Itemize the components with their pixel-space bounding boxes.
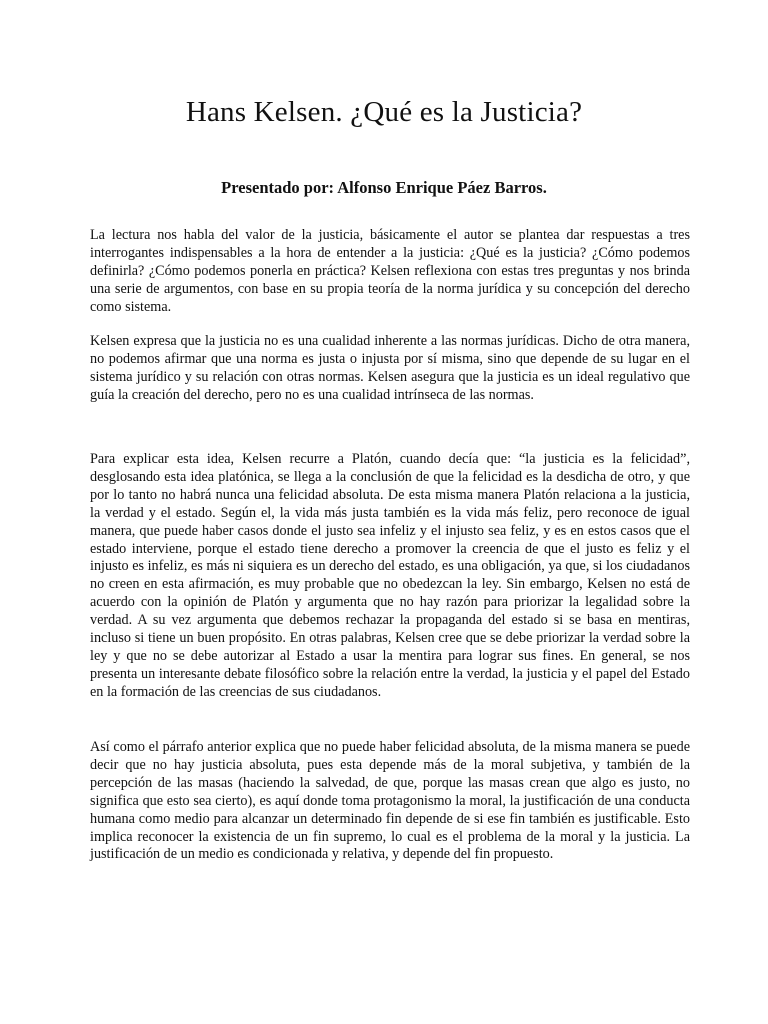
paragraph-4: Así como el párrafo anterior explica que no puede haber felicidad absoluta, de la misma manera se puede decir que no hay justicia absoluta, pues esta depende más de la moral subjetiva, y también de la percepción de las masas (haciendo la salvedad, de que, porque las masas crean que algo es justo, no significa que esto sea cierto), es aquí donde toma protagonismo la moral, la justificación de una conducta humana como medio para alcanzar un determinado fin depende de si ese fin también es justificable. Esto implica reconocer la existencia de un fin supremo, lo cual es el problema de la moral y la justicia. La justificación de un medio es condicionada y relativa, y depende del fin propuesto. <box>90 739 690 863</box>
paragraph-3: Para explicar esta idea, Kelsen recurre a Platón, cuando decía que: “la justicia es la felicidad”, desglosando esta idea platónica, se llega a la conclusión de que la felicidad es la desdicha de otro, y que por lo tanto no habrá nunca una felicidad absoluta. De esta misma manera Platón relaciona a la justicia, la verdad y el estado. Según el, la vida más justa también es la vida más feliz, pero reconoce de igual manera, que puede haber casos donde el justo sea infeliz y el injusto sea feliz, y es en estos casos que el estado interviene, porque el estado tiene derecho a promover la creencia de que el justo es feliz y el injusto es infeliz, es más ni siquiera es un derecho del estado, es una obligación, ya que, si los ciudadanos no creen en esta afirmación, es muy probable que no obedezcan la ley. Sin embargo, Kelsen no está de acuerdo con la opinión de Platón y argumenta que no hay razón para priorizar la legalidad sobre la verdad. A su vez argumenta que debemos rechazar la propaganda del estado si se basa en mentiras, incluso si tiene un buen propósito. En otras palabras, Kelsen cree que se debe priorizar la verdad sobre la ley y que no se debe autorizar al Estado a usar la mentira para lograr sus fines. En general, se nos presenta un interesante debate filosófico sobre la relación entre la verdad, la justicia y el papel del Estado en la formación de las creencias de sus ciudadanos. <box>90 451 690 700</box>
paragraph-2: Kelsen expresa que la justicia no es una cualidad inherente a las normas jurídicas. Dicho de otra manera, no podemos afirmar que una norma es justa o injusta por sí misma, sino que depende de su lugar en el sistema jurídico y su relación con otras normas. Kelsen asegura que la justicia es un ideal regulativo que guía la creación del derecho, pero no es una cualidad intrínseca de las normas. <box>90 333 690 403</box>
paragraph-1: La lectura nos habla del valor de la justicia, básicamente el autor se plantea dar respuestas a tres interrogantes indispensables a la hora de entender a la justicia: ¿Qué es la justicia? ¿Cómo podemos definirla? ¿Cómo podemos ponerla en práctica? Kelsen reflexiona con estas tres preguntas y nos brinda una serie de argumentos, con base en su propia teoría de la norma jurídica y su concepción del derecho como sistema. <box>90 227 690 315</box>
document-title: Hans Kelsen. ¿Qué es la Justicia? <box>185 96 583 128</box>
author-byline: Presentado por: Alfonso Enrique Páez Barros. <box>221 178 547 197</box>
